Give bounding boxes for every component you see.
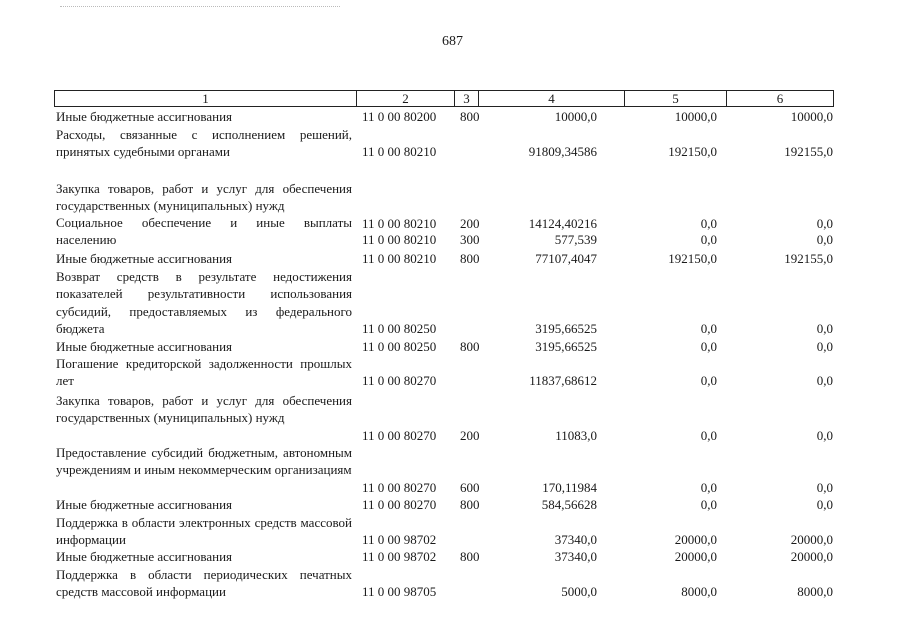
row-value-5: 0,0	[700, 320, 717, 336]
row-value-5: 0,0	[700, 215, 717, 231]
row-name: Погашение кредиторской задолженности прошлых лет	[56, 356, 352, 389]
table-row	[0, 250, 905, 267]
row-name: Иные бюджетные ассигнования	[56, 339, 233, 354]
row-value-4: 577,539	[554, 232, 597, 248]
row-value-5: 192150,0	[668, 144, 717, 160]
header-col-4: 4	[479, 91, 625, 106]
row-value-5: 192150,0	[668, 251, 717, 266]
row-name: Расходы, связанные с исполнением решений, принятых судебными органами	[56, 127, 352, 160]
row-value-4: 5000,0	[561, 584, 597, 600]
row-value-4: 10000,0	[554, 109, 597, 124]
row-name: Иные бюджетные ассигнования	[56, 497, 233, 512]
row-value-4: 3195,66525	[535, 339, 597, 354]
row-code: 11 0 00 80210	[362, 251, 437, 266]
row-value-6: 192155,0	[784, 251, 833, 266]
row-type: 800	[460, 109, 480, 124]
row-code: 11 0 00 80250	[362, 339, 437, 354]
table-row	[0, 126, 905, 161]
row-value-6: 0,0	[816, 232, 833, 248]
row-type: 200	[460, 427, 480, 443]
row-value-5: 8000,0	[681, 584, 717, 600]
row-code: 11 0 00 80270	[362, 497, 437, 512]
row-type: 800	[460, 497, 480, 512]
row-value-4: 11083,0	[555, 427, 597, 443]
row-value-6: 20000,0	[790, 532, 833, 548]
row-name: Иные бюджетные ассигнования	[56, 251, 233, 266]
row-name: Закупка товаров, работ и услуг для обеспечения государственных (муниципальных) нужд	[56, 181, 352, 214]
row-value-4: 91809,34586	[528, 144, 597, 160]
table-row	[0, 108, 905, 125]
row-name: Поддержка в области периодических печатных средств массовой информации	[56, 567, 352, 600]
row-value-5: 0,0	[700, 373, 717, 389]
row-value-5: 0,0	[700, 497, 717, 512]
table-row	[0, 566, 905, 601]
table-row	[0, 214, 905, 249]
row-value-6: 0,0	[816, 320, 833, 336]
row-value-4: 14124,40216	[528, 215, 597, 231]
row-value-5: 0,0	[700, 339, 717, 354]
table-row	[0, 392, 905, 444]
row-name: Закупка товаров, работ и услуг для обеспечения государственных (муниципальных) нужд	[56, 393, 352, 426]
scan-artifact-line	[60, 6, 340, 7]
row-value-6: 0,0	[816, 215, 833, 231]
row-name: Иные бюджетные ассигнования	[56, 109, 233, 124]
row-value-4: 37340,0	[554, 532, 597, 548]
table-row	[0, 548, 905, 565]
row-name: Поддержка в области электронных средств массовой информации	[56, 515, 352, 548]
row-type: 800	[460, 549, 480, 564]
row-code: 11 0 00 98702	[362, 549, 437, 564]
row-name: Иные бюджетные ассигнования	[56, 549, 233, 564]
row-value-6: 192155,0	[784, 144, 833, 160]
table-row	[0, 444, 905, 496]
header-col-6: 6	[776, 91, 784, 106]
row-value-5: 20000,0	[674, 532, 717, 548]
row-type: 800	[460, 339, 480, 354]
row-type: 300	[460, 232, 480, 248]
header-col-2: 2	[357, 91, 455, 106]
row-code: 11 0 00 80210	[362, 232, 437, 248]
row-value-5: 20000,0	[674, 549, 717, 564]
row-value-6: 0,0	[816, 497, 833, 512]
row-type: 200	[460, 215, 480, 231]
row-value-6: 0,0	[816, 427, 833, 443]
table-row	[0, 514, 905, 549]
row-code: 11 0 00 80210	[362, 144, 437, 160]
row-value-5: 0,0	[700, 427, 717, 443]
row-value-5: 10000,0	[674, 109, 717, 124]
page-number: 687	[442, 34, 463, 49]
table-row	[0, 338, 905, 355]
table-row	[0, 355, 905, 390]
table-header	[54, 90, 834, 107]
header-col-3: 3	[455, 91, 479, 106]
row-value-4: 170,11984	[542, 479, 597, 495]
row-name: Возврат средств в результате недостижения показателей результативности использования субсидий, предоставляемых из федерального бюджета	[56, 269, 352, 336]
row-value-4: 584,56628	[541, 497, 597, 512]
row-value-5: 0,0	[700, 232, 717, 248]
row-value-5: 0,0	[700, 479, 717, 495]
table-row	[0, 268, 905, 337]
row-value-6: 0,0	[816, 479, 833, 495]
row-code: 11 0 00 98702	[362, 532, 437, 548]
row-code: 11 0 00 80270	[362, 373, 437, 389]
header-col-5: 5	[625, 91, 727, 106]
row-code: 11 0 00 80210	[362, 215, 437, 231]
row-name: Предоставление субсидий бюджетным, автономным учреждениям и иным некоммерческим организациям	[56, 445, 352, 478]
row-value-4: 11837,68612	[529, 373, 597, 389]
table-row	[0, 496, 905, 513]
row-code: 11 0 00 80270	[362, 427, 437, 443]
row-type: 800	[460, 251, 480, 266]
row-value-6: 10000,0	[790, 109, 833, 124]
row-value-4: 3195,66525	[535, 320, 597, 336]
row-value-6: 8000,0	[797, 584, 833, 600]
row-value-6: 0,0	[816, 339, 833, 354]
row-code: 11 0 00 80270	[362, 479, 437, 495]
row-name: Социальное обеспечение и иные выплаты населению	[56, 215, 352, 248]
row-value-4: 77107,4047	[535, 251, 597, 266]
row-code: 11 0 00 80200	[362, 109, 437, 124]
row-type: 600	[460, 479, 480, 495]
row-code: 11 0 00 80250	[362, 320, 437, 336]
row-value-4: 37340,0	[554, 549, 597, 564]
header-col-1: 1	[55, 91, 357, 106]
row-code: 11 0 00 98705	[362, 584, 437, 600]
row-value-6: 20000,0	[790, 549, 833, 564]
row-value-6: 0,0	[816, 373, 833, 389]
